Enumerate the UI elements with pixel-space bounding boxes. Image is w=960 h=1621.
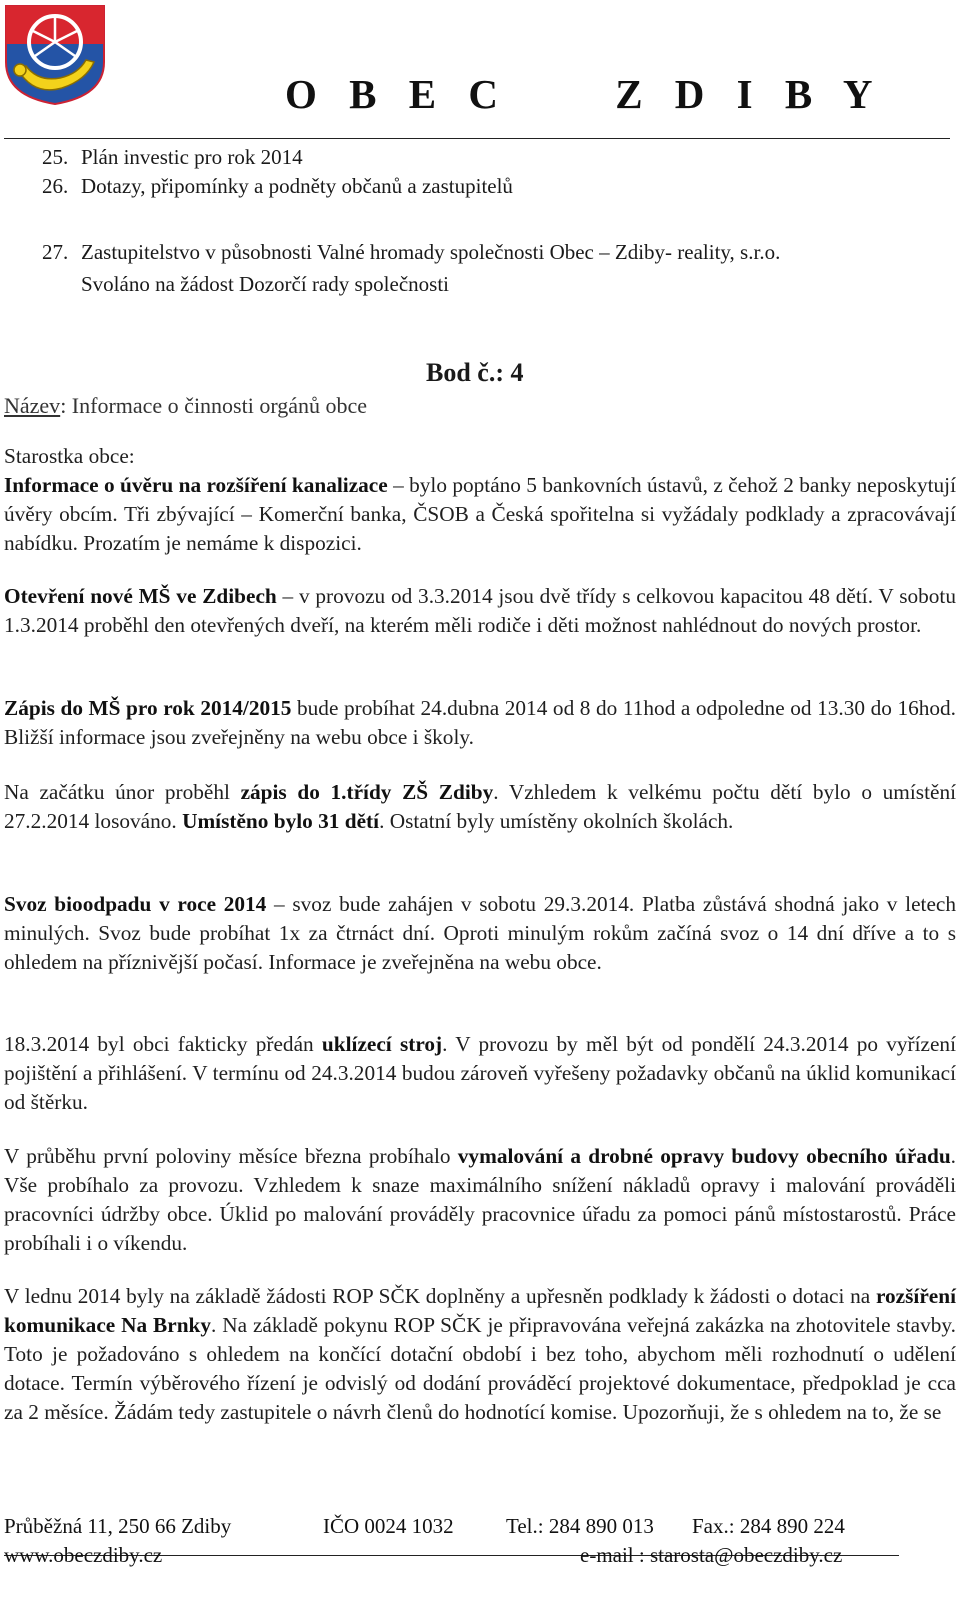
paragraph-school-enrollment: Na začátku únor proběhl zápis do 1.třídy ZŠ Zdiby. Vzhledem k velkému počtu dětí bylo o umístění 27.2.2014 losováno. Umístěno bylo 31 dětí. Ostatní byly umístěny okolních školách. [4,780,957,833]
paragraph-kindergarten: Otevření nové MŠ ve Zdibech – v provozu od 3.3.2014 jsou dvě třídy s celkovou kapacitou 48 dětí. V sobotu 1.3.2014 proběhl den otevřených dveří, na kterém měli rodiče i děti možnost nahlédnout do nových prostor. [4,584,956,637]
footer-fax: Fax.: 284 890 224 [692,1514,845,1538]
paragraph-road-extension: V lednu 2014 byly na základě žádosti ROP SČK doplněny a upřesněn podklady k žádosti o dotaci na rozšíření komunikace Na Brnky. Na základě pokynu ROP SČK je připravována veřejná zakázka na zhotovitele stavby. Toto je požadováno s ohledem na končící dotační období i bez toho, abychom měli rozhodnutí o udělení dotace. Termín výběrového řízení je odvislý od dodání prováděcí projektové dokumentace, předpoklad je cca za 2 měsíce. Žádám tedy zastupitele o návrh členů do hodnotící komise. Upozorňuji, že s ohledem na to, že se [4,1284,956,1424]
footer-address: Průběžná 11, 250 66 Zdiby [4,1514,232,1538]
header-divider [4,138,950,139]
agenda-item [42,144,303,170]
item-title [4,393,367,419]
paragraph-enrollment: Zápis do MŠ pro rok 2014/2015 bude probíhat 24.dubna 2014 od 8 do 11hod a odpoledne od 13.30 do 16hod. Bližší informace jsou zveřejněny na webu obce i školy. [4,696,957,749]
agenda-item [42,236,780,300]
agenda-item [42,173,513,199]
section-mayor [4,442,956,558]
agenda-text: Zastupitelstvo v působnosti Valné hromady společnosti Obec – Zdiby- reality, s.r.o. [81,240,781,264]
footer-tel: Tel.: 284 890 013 [506,1514,654,1538]
agenda-number: 27. [42,240,69,264]
footer-ico: IČO 0024 1032 [323,1514,454,1538]
agenda-continuation: Svoláno na žádost Dozorčí rady společnosti [81,272,449,296]
coat-of-arms-icon [4,4,106,106]
paragraph-biowaste: Svoz bioodpadu v roce 2014 – svoz bude zahájen v sobotu 29.3.2014. Platba zůstává shodná jako v letech minulých. Svoz bude probíhat 1x za čtrnáct dní. Oproti minulým rokům začíná svoz o 14 dní dříve a to s ohledem na příznivější počasí. Informace je zveřejněna na webu obce. [4,892,956,974]
agenda-text: Plán investic pro rok 2014 [81,145,303,169]
item-title-label: Název [4,393,61,418]
footer-web-link: www.obeczdiby.cz [4,1543,163,1567]
agenda-number: 26. [42,174,69,198]
footer-email-link: e-mail : starosta@obeczdiby.cz [580,1543,843,1567]
municipality-title: O B E C Z D I B Y [285,71,884,117]
agenda-text: Dotazy, připomínky a podněty občanů a zastupitelů [81,174,513,198]
paragraph-loan: Informace o úvěru na rozšíření kanalizace – bylo poptáno 5 bankovních ústavů, z čehož 2 banky neposkytují úvěry obcím. Tři zbývající – Komerční banka, ČSOB a Česká spořitelna si vyžádaly podklady a zpracovávají nabídku. Prozatím je nemáme k dispozici. [4,473,957,555]
mayor-label: Starostka obce: [4,444,135,468]
paragraph-office-repairs: V průběhu první poloviny měsíce března probíhalo vymalování a drobné opravy budovy obecního úřadu. Vše probíhalo za provozu. Vzhledem k snaze maximálního snížení nákladů opravy i malování prováděli pracovníci údržby obce. Úklid po malování prováděly pracovnice úřadu za pomoci pánů místostarostů. Práce probíhali i o víkendu. [4,1144,956,1255]
paragraph-cleaning-machine: 18.3.2014 byl obci fakticky předán uklízecí stroj. V provozu by měl být od pondělí 24.3.2014 po vyřízení pojištění a přihlášení. V termínu od 24.3.2014 budou zároveň vyřešeny požadavky občanů na úklid komunikací od štěrku. [4,1032,956,1114]
item-number: Bod č.: 4 [426,358,524,387]
agenda-number: 25. [42,145,69,169]
item-title-text: : Informace o činnosti orgánů obce [60,393,368,418]
